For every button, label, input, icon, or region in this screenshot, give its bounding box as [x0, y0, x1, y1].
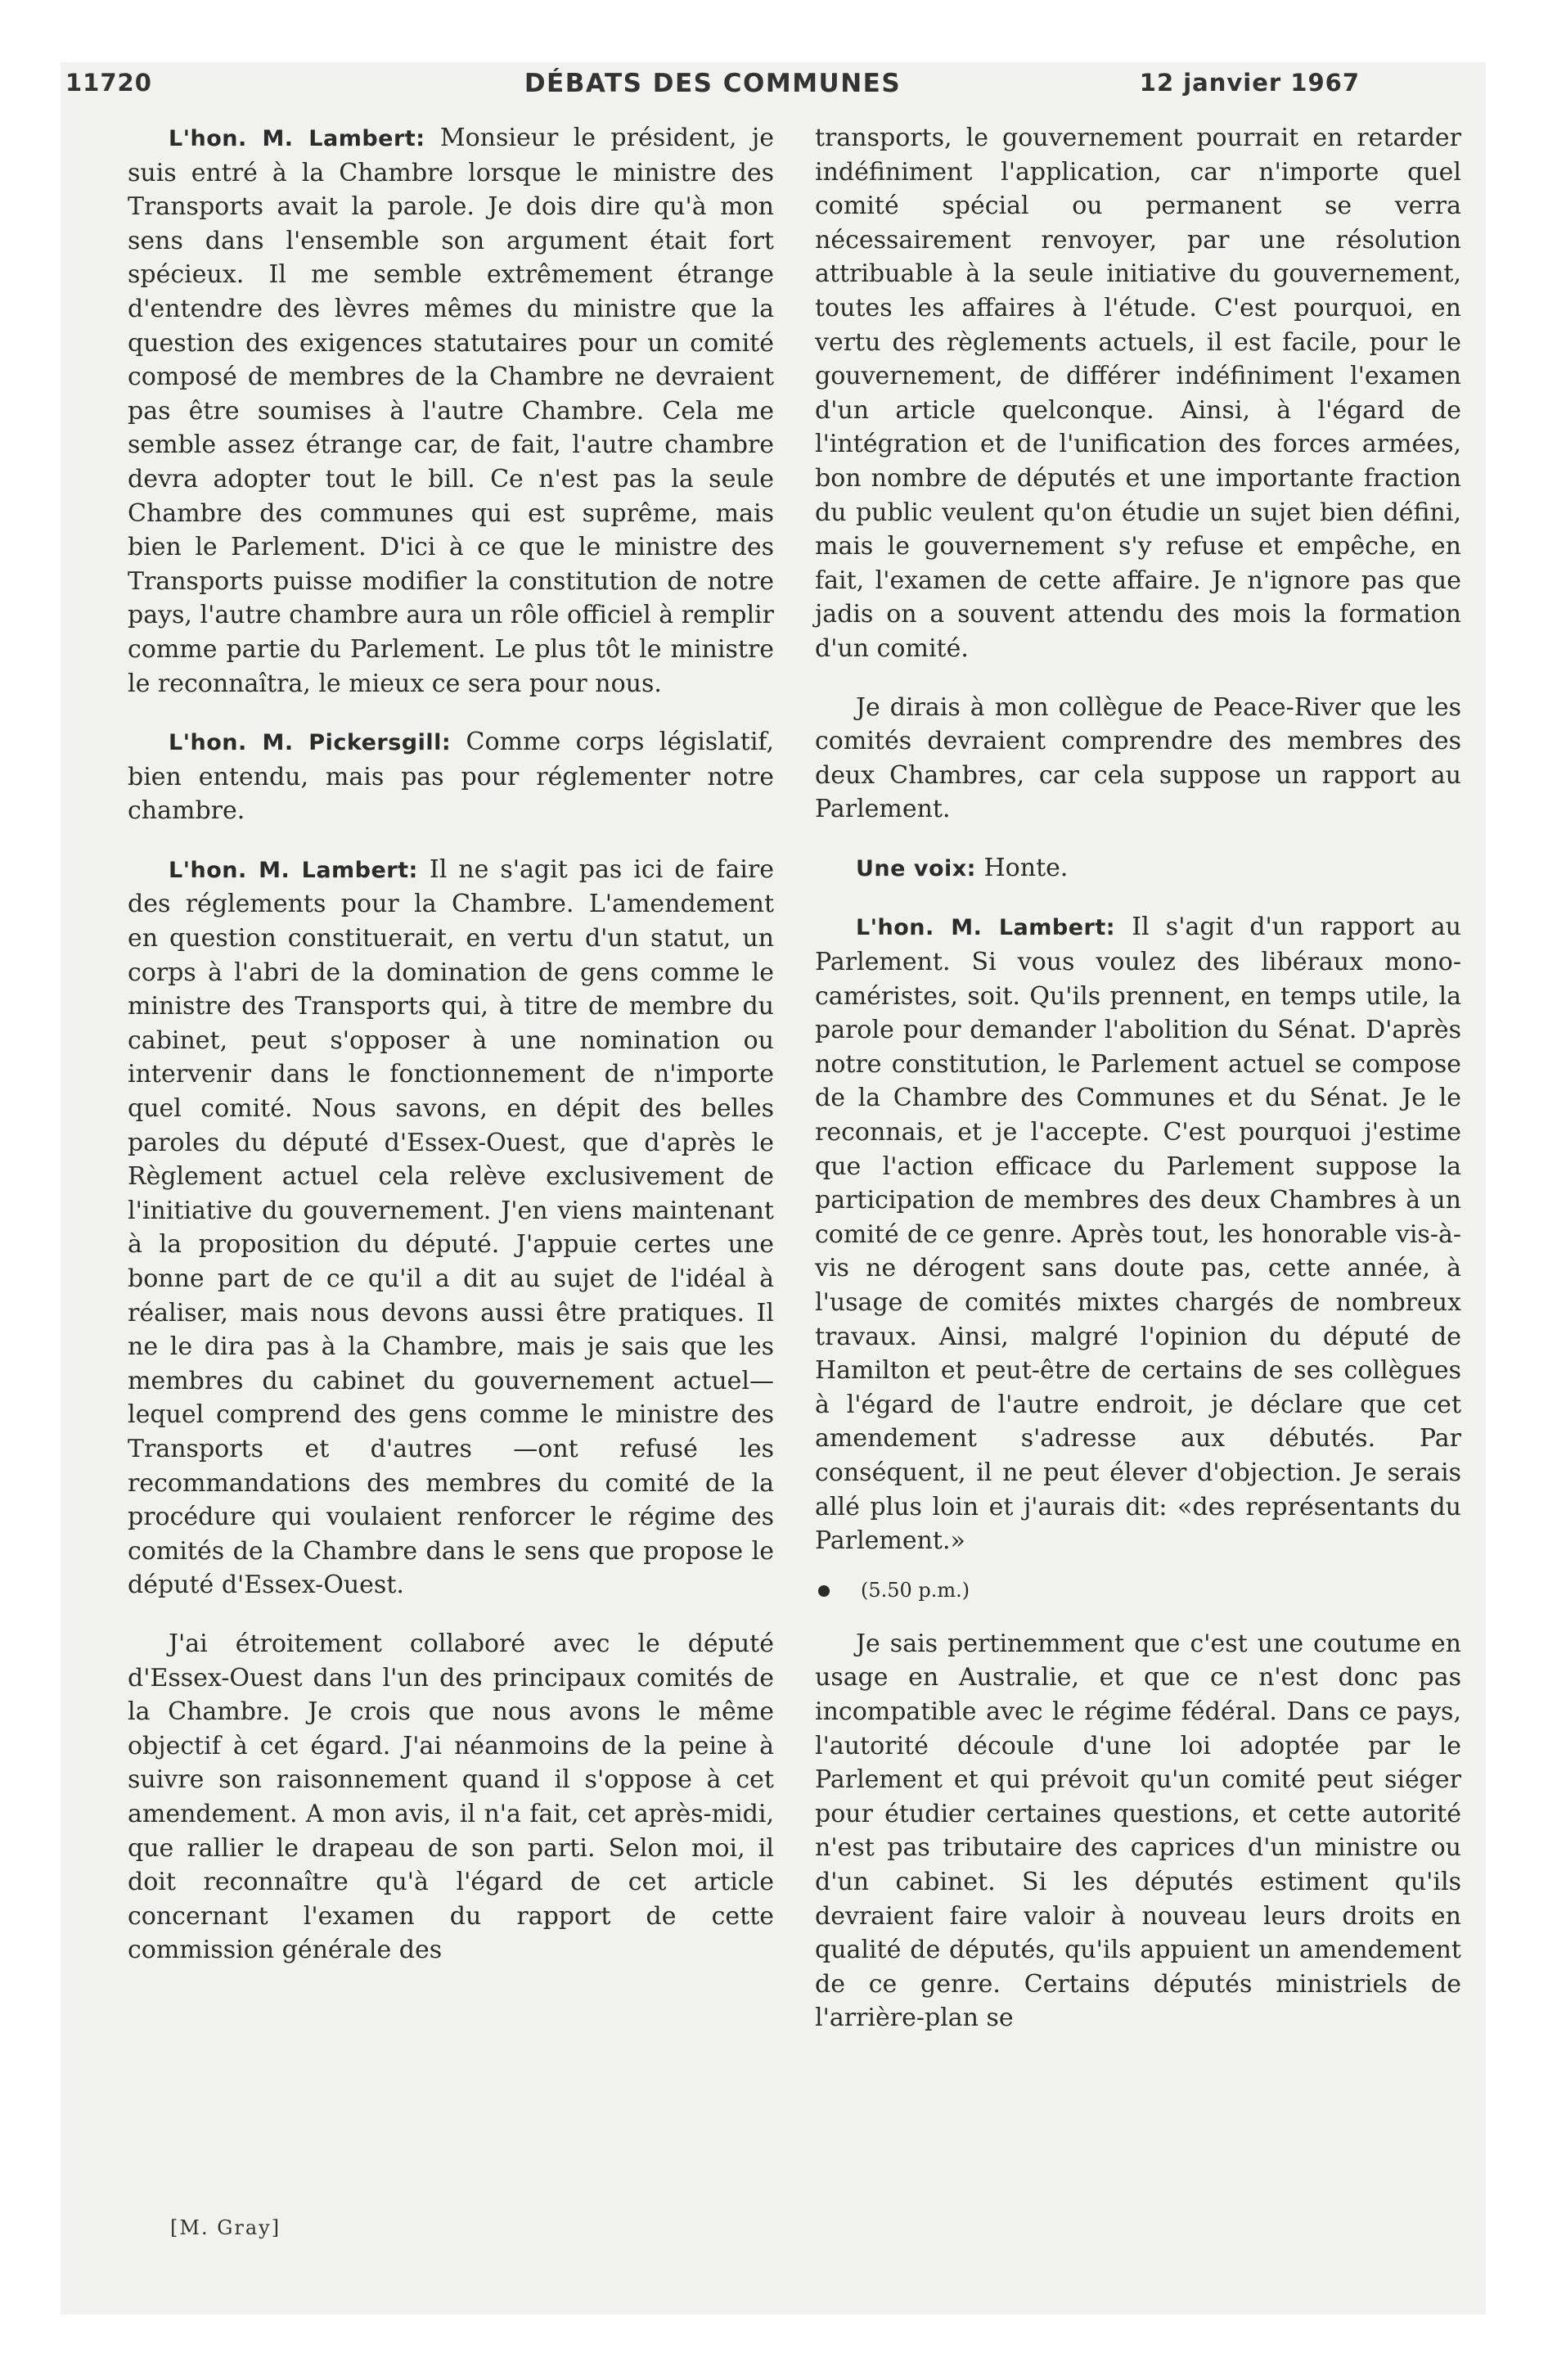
left-column: [128, 121, 774, 1968]
speaker-name: L'hon. M. Pickersgill:: [169, 730, 452, 756]
speech-text: Il s'agit d'un rapport au Parlement. Si vous voulez des libéraux monocaméristes, soit. Qu'ils prennent, en temps utile, la parole pour demander l'abolition du Sénat. D'après notre constitution, le Parlement actuel se compose de la Chambre des Communes et du Sénat. Je le reconnais, et je l'accepte. C'est pourquoi j'estime que l'action efficace du Parlement suppose la participation de membres des deux Chambres à un comité de ce genre. Après tout, les honorable vis-à-vis ne dérogent sans doute pas, cette année, à l'usage de comités mixtes chargés de nombreux travaux. Ainsi, malgré l'opinion du député de Hamilton et peut-être de certains de ses collègues à l'égard de l'autre endroit, je déclare que cet amendement s'adresse aux débutés. Par conséquent, il ne peut élever d'objection. Je serais allé plus loin et j'aurais dit: «des représentants du Parlement.»: [815, 913, 1461, 1556]
right-column: [815, 121, 1461, 2035]
paragraph: [128, 725, 774, 828]
speaker-name: L'hon. M. Lambert:: [169, 126, 425, 151]
speech-text: Monsieur le président, je suis entré à la Chambre lorsque le ministre des Transports avait la parole. Je dois dire qu'à mon sens dans l'ensemble son argument était fort spécieux. Il me semble extrêmement étrange d'entendre des lèvres mêmes du ministre que la question des exigences statutaires pour un comité composé de membres de la Chambre ne devraient pas être soumises à l'autre Chambre. Cela me semble assez étrange car, de fait, l'autre chambre devra adopter tout le bill. Ce n'est pas la seule Chambre des communes qui est suprême, mais bien le Parlement. D'ici à ce que le ministre des Transports puisse modifier la constitution de notre pays, l'autre chambre aura un rôle officiel à remplir comme partie du Parlement. Le plus tôt le ministre le reconnaîtra, le mieux ce sera pour nous.: [128, 124, 774, 698]
paragraph: [128, 853, 774, 1602]
paragraph: [815, 910, 1461, 1557]
speech-text: transports, le gouvernement pourrait en retarder indéfiniment l'application, car n'importe quel comité spécial ou permanent se verra nécessairement renvoyer, par une résolution attribuable à la seule initiative du gouvernement, toutes les affaires à l'étude. C'est pourquoi, en vertu des règlements actuels, il est facile, pour le gouvernement, de différer indéfiniment l'examen d'un article quelconque. Ainsi, à l'égard de l'intégration et de l'unification des forces armées, bon nombre de députés et une importante fraction du public veulent qu'on étudie un sujet bien défini, mais le gouvernement s'y refuse et empêche, en fait, l'examen de cette affaire. Je n'ignore pas que jadis on a souvent attendu des mois la formation d'un comité.: [815, 124, 1461, 663]
speech-text: Il ne s'agit pas ici de faire des réglements pour la Chambre. L'amendement en question constituerait, en vertu d'un statut, un corps à l'abri de la domination de gens comme le ministre des Transports qui, à titre de membre du cabinet, peut s'opposer à une nomination ou intervenir dans le fonctionnement de n'importe quel comité. Nous savons, en dépit des belles paroles du député d'Essex-Ouest, que d'après le Règlement actuel cela relève exclusivement de l'initiative du gouvernement. J'en viens maintenant à la proposition du député. J'appuie certes une bonne part de ce qu'il a dit au sujet de l'idéal à réaliser, mais nous devons aussi être pratiques. Il ne le dira pas à la Chambre, mais je sais que les membres du cabinet du gouvernement actuel—lequel comprend des gens comme le ministre des Transports et d'autres —ont refusé les recommandations des membres du comité de la procédure qui voulaient renforcer le régime des comités de la Chambre dans le sens que propose le député d'Essex-Ouest.: [128, 854, 774, 1600]
journal-title: DÉBATS DES COMMUNES: [524, 69, 902, 98]
time-marker-text: (5.50 p.m.): [861, 1578, 970, 1602]
page-date: 12 janvier 1967: [1139, 69, 1360, 97]
paragraph: [128, 1627, 774, 1968]
paragraph: [815, 851, 1461, 886]
page-number: 11720: [65, 69, 152, 97]
time-marker: [815, 1578, 1461, 1602]
speaker-footer: [M. Gray]: [170, 2216, 281, 2239]
speaker-name: Une voix:: [856, 855, 976, 881]
bullet-icon: [818, 1585, 830, 1597]
paragraph: [128, 121, 774, 701]
speaker-name: L'hon. M. Lambert:: [169, 857, 418, 883]
paragraph: [815, 691, 1461, 827]
speech-text: Comme corps législatif, bien entendu, mais pas pour réglementer notre chambre.: [128, 728, 775, 826]
paragraph: [815, 1627, 1461, 2035]
speech-text: Je dirais à mon collègue de Peace-River que les comités devraient comprendre des membres des deux Chambres, car cela suppose un rapport au Parlement.: [815, 692, 1461, 824]
speech-text: Honte.: [975, 853, 1069, 882]
speaker-name: L'hon. M. Lambert:: [856, 915, 1116, 941]
speech-text: Je sais pertinemment que c'est une coutume en usage en Australie, et que ce n'est donc pas incompatible avec le régime fédéral. Dans ce pays, l'autorité découle d'une loi adoptée par le Parlement et qui prévoit qu'un comité peut siéger pour étudier certaines questions, et cette autorité n'est pas tributaire des caprices d'un ministre ou d'un cabinet. Si les députés estiment qu'ils devraient faire valoir à nouveau leurs droits en qualité de députés, qu'ils appuient un amendement de ce genre. Certains députés ministriels de l'arrière-plan se: [815, 1629, 1461, 2033]
paragraph: [815, 121, 1461, 666]
speech-text: J'ai étroitement collaboré avec le député d'Essex-Ouest dans l'un des principaux comités de la Chambre. Je crois que nous avons le même objectif à cet égard. J'ai néanmoins de la peine à suivre son raisonnement quand il s'oppose à cet amendement. A mon avis, il n'a fait, cet après-midi, que rallier le drapeau de son parti. Selon moi, il doit reconnaître qu'à l'égard de cet article concernant l'examen du rapport de cette commission générale des: [128, 1629, 774, 1965]
page-header: [65, 69, 1360, 101]
